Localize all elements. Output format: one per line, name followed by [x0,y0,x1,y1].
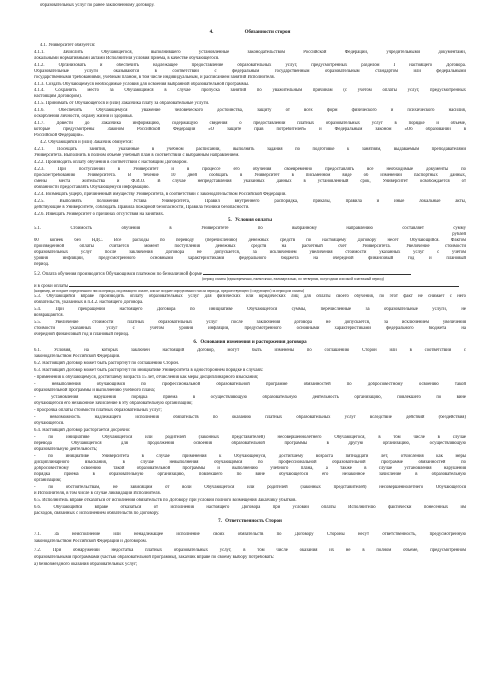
clause-6-3-item1: - применения к обучающемуся, достигшему возраста 15 лет, отчисления как меры дисциплинарного взыскания; [34,375,259,380]
clause-5-3-line2: обязательств, указанных в п.4.2. настоящего Договора. [34,300,144,305]
clause-4-2-2: 4.2.2. Производить оплату обучения в соответствии с настоящим Договором. [34,160,188,165]
clause-4-1-2-line3: государственными требованиями, учебным планом, в том числе индивидуальным, и расписанием занятий Исполнителя. [34,75,275,80]
clause-6-4-item2-line1: - по инициативе Университета в случае применения к Обучающемуся, достигшему возраста пятнадцати лет, отчисления как меры [34,454,466,459]
clause-6-3-item5-line1: - невозможность надлежащего исполнения обязательств по оказанию платных образовательных услуг вследствие действий (бездействия) [34,415,466,420]
section-4-heading: Обязанности сторон [244,30,291,35]
clause-6-3-item2-line1: - невыполнения обучающимся по профессиональной образовательной программе обязанностей по добросовестному освоению такой [34,382,466,387]
clause-5-4-line2: возвращаются. [34,313,64,318]
clause-6-3-item3-line2: обучающегося его незаконное зачисление в эту образовательную организацию; [34,401,193,406]
clause-4-2-3-line3: смены места жительства и Ф.И.О. В случае непредставления указанных данных в установленный срок, Университет освобождается от [34,179,466,184]
clause-4-1-6-line2: оскорбления личности, охрану жизни и здоровья. [34,114,133,119]
clause-4-1-7-line3: Российской Федерации». [34,133,84,138]
clause-6-3: 6.3. Настоящий Договор может быть расторгнут по инициативе Университета в одностороннем порядке в случаях: [34,368,264,373]
word: выбранному [292,226,317,231]
clause-6-1-line1: 6.1. Условия, на которых заключен настоящий Договор, могут быть изменены по соглашению Сторон или в соответствии с [34,348,466,353]
word: сумму [453,226,466,231]
clause-7-1-line1: 7.1. За неисполнение или ненадлежащее исполнение своих обязательств по Договору Стороны несут ответственность, предусмотренную [34,532,466,537]
clause-6-6-line1: 6.6. Обучающийся вправе отказаться от исполнения настоящего Договора при условии оплаты Исполнителю фактически понесенных им [34,505,466,510]
clause-4-1-3: 4.1.3. Создать Обучающемуся необходимые условия для освоения выбранной образовательной программы. [34,82,250,87]
section-6-number: 6. [193,340,198,345]
section-7-title [34,519,466,525]
word: 5.1. [34,226,42,231]
word: по [257,226,263,231]
clause-5-3-line1: 5.3. Обучающийся вправе производить оплату образовательных услуг для физических или юридических лиц для оплаты своего обучения, по этот факт не снимает с него [34,294,466,299]
clause-5-1-rubles: рублей [452,232,466,237]
carryover-line: образовательных услуг по ранее заключенному договору. [40,3,155,8]
clause-5-5-line3: очередной финансовый год и плановый период. [34,332,130,337]
clause-5-2-text2: и в сроки оплаты [34,284,69,289]
clause-5-1-line3: произведенной оплаты считается момент поступления денежных средств на расчетный счет Университета. Увеличение стоимости [34,244,466,249]
clause-4-2-3-line4: обязанности предоставлять Обучающемуся информацию. [34,185,150,190]
clause-4-1-2-line1: 4.1.2. Организовать и обеспечить надлежащее предоставление образовательных услуг, предусмотренных разделом I настоящего Договора. [34,63,466,68]
clause-7-1-line2: законодательством Российской Федерации и Договором. [34,539,147,544]
section-6-title [34,340,466,346]
clause-5-2-text: 5.2. Оплата обучения производится Обучающимся платежом по безналичной форме [34,272,203,277]
word: Стоимость [70,226,93,231]
clause-6-1-line2: законодательством Российской Федерации. [34,354,121,359]
clause-6-4-item3-line2: и Исполнителя, в том числе в случае ликвидации Исполнителя. [34,491,161,496]
section-7-number: 7. [218,519,222,524]
clause-4-2: 4.2. Обучающийся и (или) Заказчик обязуется: [40,140,133,145]
clause-4-1-1-line1: 4.1.1. Зачислить Обучающегося, выполнившего установленные законодательством Российской Федерации, учредительными документами, [34,50,466,55]
clause-5-1-line5: уровня инфляции, предусмотренного основными характеристиками федерального бюджета на очередной финансовый год и плановый [34,256,466,261]
clause-4-1-7-line2: которые предусмотрены Законом Российской Федерации «О защите прав потребителей» и Федеральным законом «Об образовании в [34,127,466,132]
clause-4-1: 4.1. Университет обязуется: [40,43,96,48]
word: Университете [201,226,229,231]
section-5-number: 5. [228,218,232,223]
clause-6-4-item3-line1: - по обстоятельствам, не зависящим от воли Обучающегося или родителей (законных представителей) несовершеннолетнего Обучающегося [34,485,466,490]
clause-4-2-3-line1: 4.2.3. При поступлении в Университет и в процессе его обучения своевременно предоставлять все необходимые документы по [34,167,466,172]
clause-4-2-5-line2: действующие в Университете, соблюдать Правила пожарной безопасности, Правила техники безопасности. [34,205,250,210]
clause-6-4-item1-line1: - по инициативе Обучающегося или родителей (законных представителей) несовершеннолетнего Обучающегося, в том числе в случае [34,435,466,440]
clause-4-1-4-line2: настоящим Договором). [34,94,82,99]
clause-5-1-line2: 00 копеек без НДС. Все расходы по переводу (перечислению) денежных средств по настоящему Договору несет Обучающийся. Фактом [34,238,466,243]
section-7-heading: Ответственность Сторон [225,519,282,524]
clause-5-2-note2: (например, не позднее определенного числа периода, подлежащего оплате, или не позднее определенного числа периода, предшествующего (следующего) за периодом оплаты) [34,289,305,293]
clause-5-5-line2: стоимости указанных услуг с учетом уровня инфляции, предусмотренного основными характеристиками федерального бюджета на [34,326,466,331]
clause-5-4-line1: 5.4. При прекращении настоящего Договора по инициативе Обучающегося суммы, перечисленные за образовательные услуги, не [34,307,466,312]
clause-5-5-line1: 5.5. Увеличение стоимости платных образовательных услуг после заключения договора не допускается, за исключением увеличения [34,320,466,325]
clause-4-1-6-line1: 4.1.6. Обеспечить Обучающемуся уважение человеческого достоинства, защиту от всех форм физического и психического насилия, [34,108,466,113]
section-5-heading: Условия оплаты [235,218,272,223]
word: направлению [346,226,373,231]
clause-6-6-line2: расходов, связанных с исполнением обязательств по Договору. [34,511,160,516]
clause-6-3-item5-line2: обучающегося. [34,421,65,426]
fill-blank [203,270,411,275]
clause-4-2-3-line2: просьбе/требованию Университета. В течение 10 дней сообщать в Университет в письменном виде об изменении паспортных данных, [34,173,466,178]
word: составляет [402,226,424,231]
clause-6-2: 6.2. Настоящий Договор может быть расторгнут по соглашению Сторон. [34,361,180,366]
clause-7-2-line2: образовательными программами (частью образовательной программы), заказчик вправе по своему выбору потребовать: [34,555,275,560]
clause-4-1-5: 4.1.5. Принимать от Обучающегося и (или) Заказчика плату за образовательные услуги. [34,101,210,106]
clause-4-2-4: 4.2.4. Возмещать ущерб, причиненный имуществу Университета, в соответствии с законодательством Российской Федерации. [34,192,287,197]
word: в [169,226,172,231]
clause-6-4-item2-line4: порядка приема в образовательную организацию, повлекшего по вине обучающегося его незаконное зачисление в образовательную [34,472,466,477]
clause-4-1-1-line2: локальными нормативными актами Исполнителя условия приема, в качестве обучающегося. [34,56,220,61]
clause-6-3-item2-line2: образовательной программы и выполнению учебного плана; [34,388,155,393]
section-4-title [34,30,466,36]
clause-4-1-2-line2: Образовательные услуги оказываются в соответствии с федеральным государственным образовательным стандартом или федеральными [34,69,466,74]
clause-4-1-4-line1: 4.1.4. Сохранить место за Обучающимся в случае пропуска занятий по уважительным причинам (с учетом оплаты услуг, предусмотренных [34,88,466,93]
clause-6-5: 6.5. Исполнитель вправе отказаться от исполнения обязательств по Договору при условии полного возмещения Заказчику убытков. [34,498,297,503]
clause-4-2-5-line1: 4.2.5. Выполнять положения Устава Университета, Правил внутреннего распорядка, приказы, правила и иные локальные акты, [34,199,466,204]
clause-4-1-7-line1: 4.1.7. Довести до Заказчика информацию, содержащую сведения о предоставлении платных образовательных услуг в порядке и объеме, [34,121,466,126]
clause-7-2-item-a: а) безвозмездного оказания образовательных услуг; [34,562,138,567]
clause-4-2-1-line2: Университета. Выполнить в полном объеме учебный план в соответствии с выбранным направлением. [34,153,240,158]
clause-7-2-line1: 7.2. При обнаружении недостатка платных образовательных услуг, в том числе оказания их не в полном объеме, предусмотренном [34,548,466,553]
clause-6-4-item2-line2: дисциплинарного взыскания, в случае невыполнения обучающимся по профессиональной образовательной программе обязанностей по [34,460,466,465]
clause-6-4-item2-line3: добросовестному освоению такой образовательной программы и выполнению учебного плана, а также в случае установления нарушения [34,466,466,471]
clause-4-2-6: 4.2.6. Извещать Университет о причинах отсутствия на занятиях. [34,212,165,217]
clause-6-3-item4: - просрочка оплаты стоимости платных образовательных услуг; [34,408,162,413]
clause-6-4: 6.4. Настоящий Договор расторгается досрочно: [34,428,131,433]
section-6-heading: Основания изменения и расторжения договора [200,340,307,345]
clause-5-1-line4: образовательных услуг после заключения Договора не допускается, за исключением увеличения стоимости указанных услуг с учетом [34,250,466,255]
clause-6-4-item1-line2: перевода Обучающегося для продолжения освоения образовательной программы в другую организацию, осуществляющую [34,441,466,446]
clause-5-2-note1: (период оплаты (единовременно, ежемесячно, ежеквартально, по четвертям, полугодиям или иной платежный период) [202,277,384,281]
fill-blank [69,282,459,287]
word: обучения [121,226,140,231]
clause-6-4-item2-line5: организацию; [34,478,62,483]
section-5-title [34,218,466,224]
clause-4-2-1-line1: 4.2.1. Посещать занятия, указанные в учебном расписании, выполнять задания по подготовке к занятиям, выдаваемым преподавателями [34,147,466,152]
clause-5-1-line6: период. [34,262,50,267]
clause-6-4-item1-line3: образовательную деятельность; [34,447,98,452]
clause-6-3-item3-line1: - установления нарушения порядка приема в осуществляющую образовательную деятельность организацию, повлекшего по вине [34,395,466,400]
section-4-number: 4. [209,30,214,35]
